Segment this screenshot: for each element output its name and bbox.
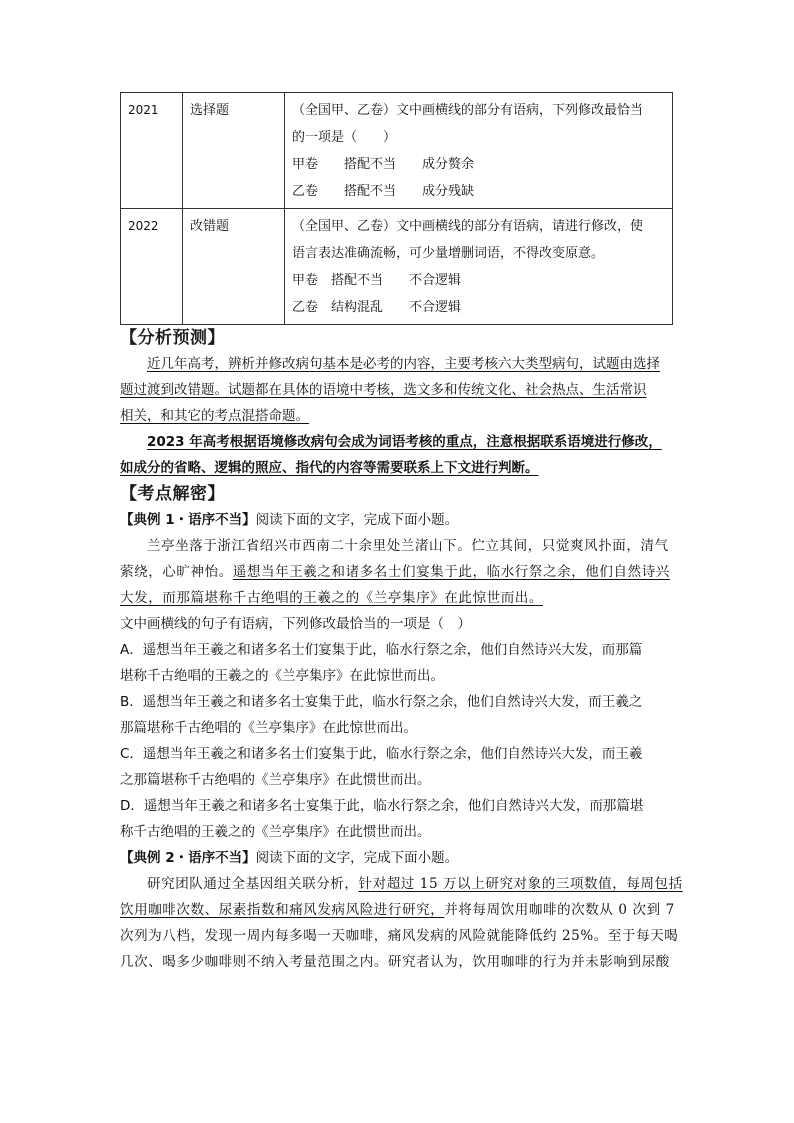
exam-table — [120, 92, 673, 325]
description-line: 乙卷 搭配不当 成分残缺 — [292, 184, 475, 199]
underlined-sentence: 针对超过 15 万以上研究对象的三项数值，每周包括 — [358, 876, 683, 892]
text-line: 近几年高考，辨析并修改病句基本是必考的内容，主要考核六大类型病句，试题由选择 — [147, 356, 660, 372]
text-line: 萦绕，心旷神怡。 — [120, 564, 233, 580]
description-cell — [285, 209, 673, 325]
text-line: 相关，和其它的考点混搭命题。 — [120, 408, 309, 424]
description-line: 语言表达准确流畅，可少量增删词语，不得改变原意。 — [292, 246, 605, 261]
option-c-cont: 之那篇堪称千古绝唱的《兰亭集序》在此惯世而出。 — [120, 772, 431, 788]
description-line: （全国甲、乙卷）文中画横线的部分有语病，下列修改最恰当 — [292, 103, 644, 118]
table-row — [121, 209, 673, 325]
example-label: 【典例 1・语序不当】 — [120, 512, 256, 528]
description-line: 甲卷 搭配不当 不合逻辑 — [292, 273, 462, 288]
example-1-title — [120, 507, 673, 533]
page — [120, 92, 683, 975]
option-d: D．遥想当年王羲之和诸多名士宴集于此，临水行祭之余，他们自然诗兴大发，而那篇堪 — [120, 798, 644, 814]
table-row — [121, 93, 673, 209]
text-line: 如成分的省略、逻辑的照应、指代的内容等需要联系上下文进行判断。 — [120, 460, 539, 476]
analysis-heading: 【分析预测】 — [120, 328, 225, 348]
description-line: （全国甲、乙卷）文中画横线的部分有语病，请进行修改，使 — [292, 219, 644, 234]
question-type-cell: 改错题 — [183, 209, 285, 325]
example-2-passage — [120, 871, 683, 975]
year-cell: 2022 — [121, 209, 183, 325]
analysis-paragraph-1 — [120, 351, 673, 429]
underlined-sentence: 遥想当年王羲之和诸多名士们宴集于此，临水行祭之余，他们自然诗兴 — [232, 564, 670, 580]
text-line: 2023 年高考根据语境修改病句会成为词语考核的重点，注意根据联系语境进行修改， — [147, 434, 662, 450]
description-line: 的一项是（ ） — [292, 130, 397, 145]
option-c: C．遥想当年王羲之和诸多名士们宴集于此，临水行祭之余，他们自然诗兴大发，而王羲 — [120, 746, 643, 762]
underlined-sentence: 大发，而那篇堪称千古绝唱的王羲之的《兰亭集序》在此惊世而出。 — [120, 590, 543, 606]
example-1-question — [120, 611, 673, 845]
example-1-passage — [120, 533, 673, 611]
description-line: 甲卷 搭配不当 成分赘余 — [292, 157, 475, 172]
example-label: 【典例 2・语序不当】 — [120, 850, 256, 866]
question-text: 文中画横线的句子有语病，下列修改最恰当的一项是（ ） — [120, 616, 471, 632]
text-line: 兰亭坐落于浙江省绍兴市西南二十余里处兰渚山下。伫立其间，只觉爽风扑面，清气 — [147, 538, 669, 554]
underlined-sentence: 饮用咖啡次数、尿素指数和痛风发病风险进行研究， — [120, 902, 445, 918]
question-type-cell: 选择题 — [183, 93, 285, 209]
text-line: 次列为八档，发现一周内每多喝一天咖啡，痛风发病的风险就能降低约 25%。至于每天喝 — [120, 928, 679, 944]
example-2-title — [120, 845, 673, 871]
text-line: 并将每周饮用咖啡的次数从 0 次到 7 — [444, 902, 675, 918]
option-a-cont: 堪称千古绝唱的王羲之的《兰亭集序》在此惊世而出。 — [120, 668, 444, 684]
example-instruction: 阅读下面的文字，完成下面小题。 — [255, 850, 459, 866]
year-cell: 2021 — [121, 93, 183, 209]
description-cell — [285, 93, 673, 209]
option-d-cont: 称千古绝唱的王羲之的《兰亭集序》在此惯世而出。 — [120, 824, 431, 840]
text-line: 题过渡到改错题。试题都在具体的语境中考核，选文多和传统文化、社会热点、生活常识 — [120, 382, 647, 398]
text-line: 研究团队通过全基因组关联分析， — [147, 876, 359, 892]
option-a: A．遥想当年王羲之和诸多名士们宴集于此，临水行祭之余，他们自然诗兴大发，而那篇 — [120, 642, 643, 658]
example-instruction: 阅读下面的文字，完成下面小题。 — [255, 512, 459, 528]
description-line: 乙卷 结构混乱 不合逻辑 — [292, 300, 462, 315]
text-line: 几次、喝多少咖啡则不纳入考量范围之内。研究者认为，饮用咖啡的行为并未影响到尿酸 — [120, 954, 670, 970]
option-b-cont: 那篇堪称千古绝唱的《兰亭集序》在此惊世而出。 — [120, 720, 417, 736]
option-b: B．遥想当年王羲之和诸多名士宴集于此，临水行祭之余，他们自然诗兴大发，而王羲之 — [120, 694, 643, 710]
key-points-heading: 【考点解密】 — [120, 484, 225, 504]
analysis-paragraph-2 — [120, 429, 673, 481]
